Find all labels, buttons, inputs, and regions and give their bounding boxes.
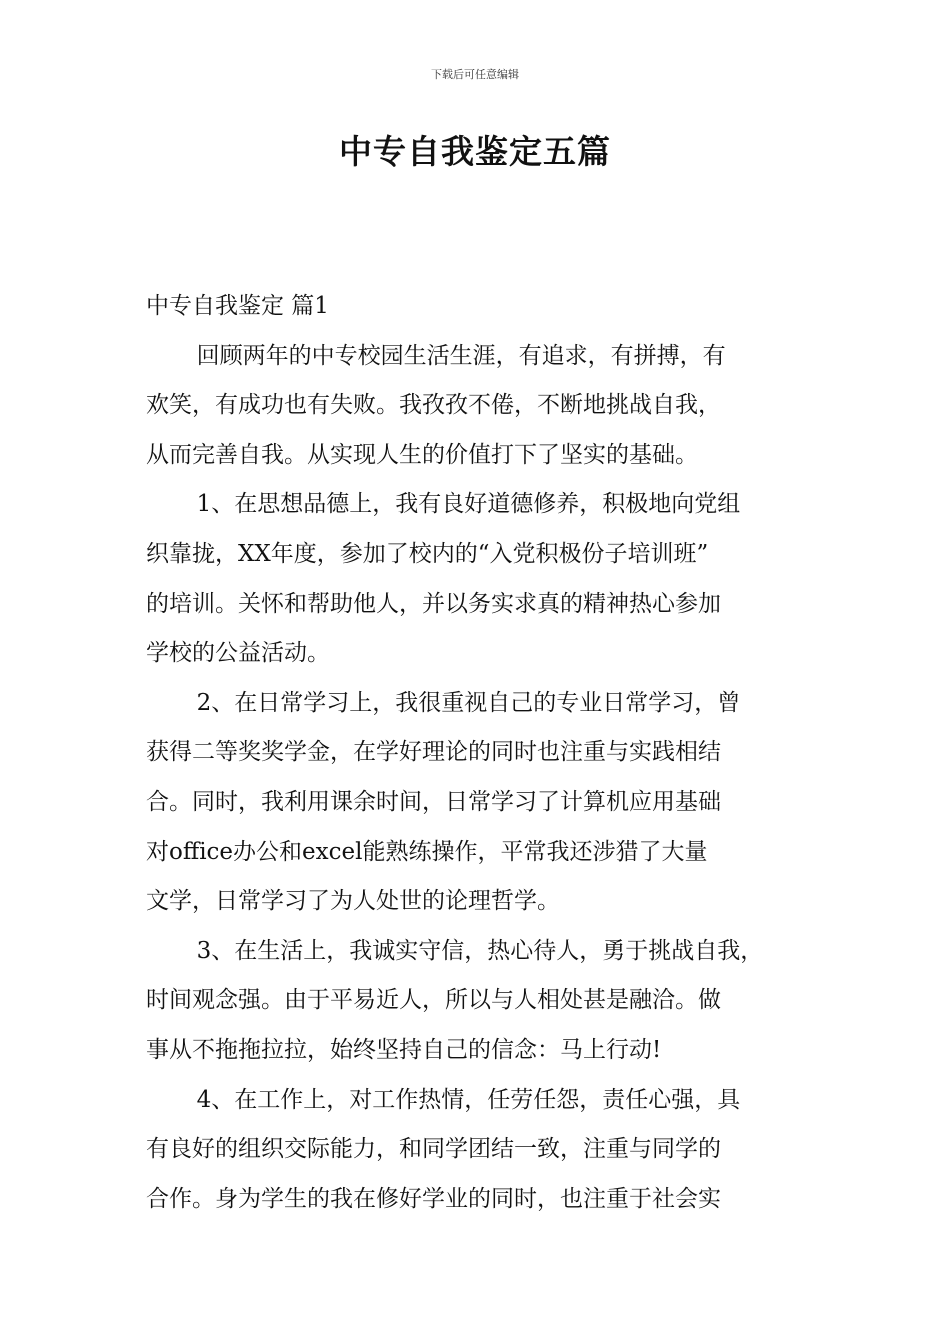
document-body	[146, 282, 816, 1224]
paragraph-line: 合。同时，我利用课余时间，日常学习了计算机应用基础	[146, 788, 721, 815]
page-header-note: 下载后可任意编辑	[431, 68, 519, 81]
paragraph-line: 有良好的组织交际能力，和同学团结一致，注重与同学的	[146, 1136, 721, 1163]
paragraph-line: 3、在生活上，我诚实守信，热心待人，勇于挑战自我，	[196, 937, 764, 964]
document-title: 中专自我鉴定五篇	[339, 132, 611, 171]
paragraph-line: 回顾两年的中专校园生活生涯，有追求，有拼搏，有	[196, 342, 726, 369]
paragraph-line: 文学，日常学习了为人处世的论理哲学。	[146, 888, 560, 915]
paragraph-line: 1、在思想品德上，我有良好道德修养，积极地向党组	[196, 491, 741, 518]
paragraph-life	[146, 927, 816, 1076]
paragraph-study	[146, 679, 816, 927]
paragraph-line: 时间观念强。由于平易近人，所以与人相处甚是融洽。做	[146, 987, 721, 1014]
paragraph-work	[146, 1076, 816, 1225]
paragraph-line: 事从不拖拖拉拉，始终坚持自己的信念：马上行动!	[146, 1036, 662, 1063]
paragraph-line: 对office办公和excel能熟练操作，平常我还涉猎了大量	[146, 838, 708, 865]
paragraph-line: 织靠拢，XX年度，参加了校内的“入党积极份子培训班”	[146, 540, 709, 567]
paragraph-intro	[146, 332, 816, 481]
paragraph-line: 学校的公益活动。	[146, 640, 330, 667]
paragraph-line: 4、在工作上，对工作热情，任劳任怨，责任心强，具	[196, 1086, 741, 1113]
paragraph-line: 从而完善自我。从实现人生的价值打下了坚实的基础。	[146, 441, 698, 468]
paragraph-line: 欢笑，有成功也有失败。我孜孜不倦，不断地挑战自我，	[146, 392, 721, 419]
paragraph-line: 2、在日常学习上，我很重视自己的专业日常学习，曾	[196, 689, 741, 716]
paragraph-line: 获得二等奖奖学金，在学好理论的同时也注重与实践相结	[146, 739, 721, 766]
paragraph-line: 合作。身为学生的我在修好学业的同时，也注重于社会实	[146, 1185, 721, 1212]
section-heading: 中专自我鉴定 篇1	[146, 293, 329, 319]
paragraph-moral	[146, 480, 816, 678]
paragraph-line: 的培训。关怀和帮助他人，并以务实求真的精神热心参加	[146, 590, 721, 617]
